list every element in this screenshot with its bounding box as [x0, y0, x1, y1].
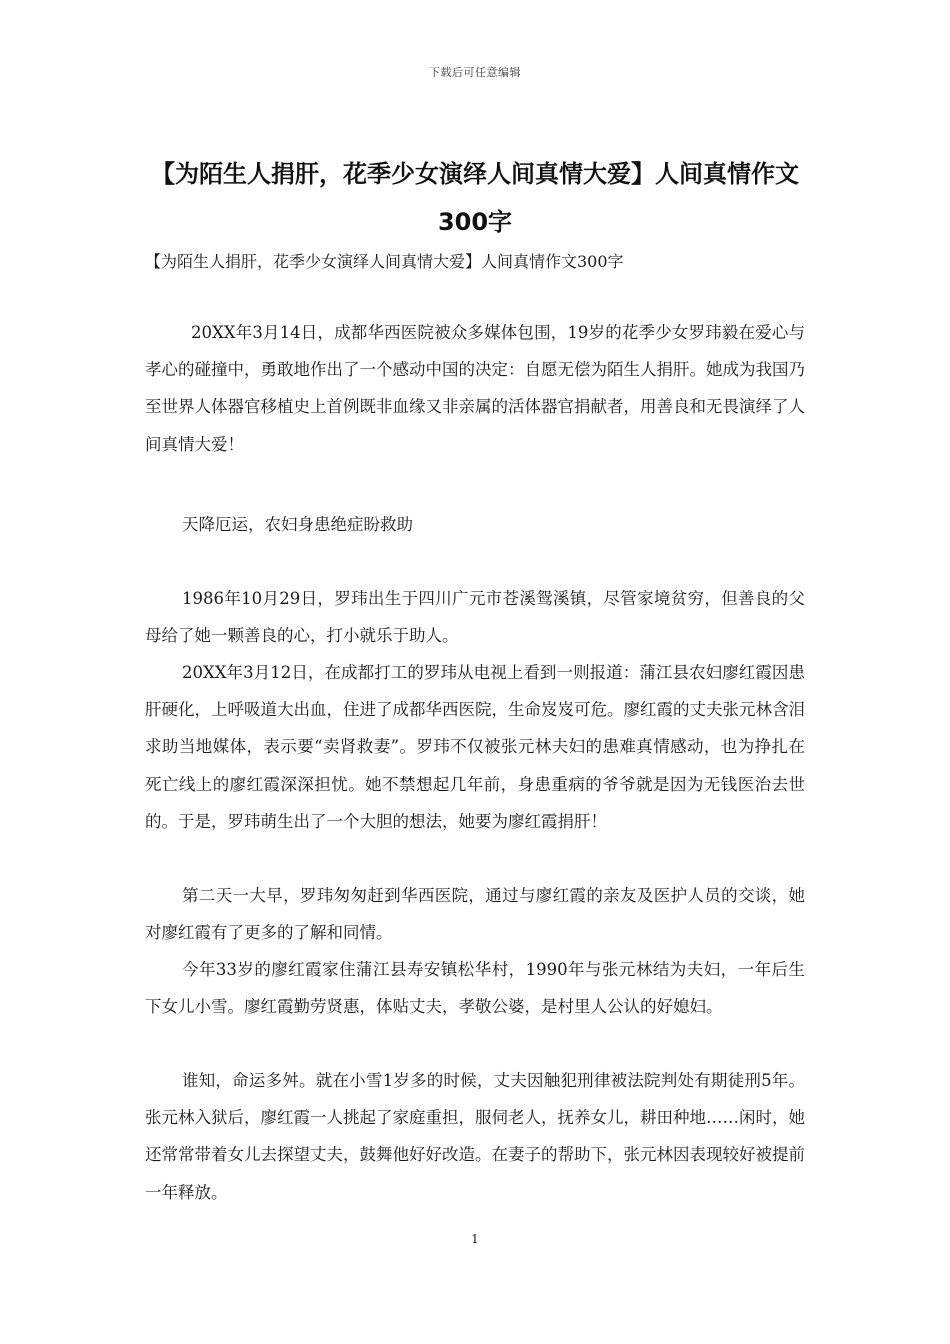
paragraph-2: 1986年10月29日，罗玮出生于四川广元市苍溪鸳溪镇，尽管家境贫穷，但善良的父母给了她一颗善良的心，打小就乐于助人。 [145, 589, 805, 646]
page-number: 1 [471, 1232, 479, 1246]
document-subtitle: 【为陌生人捐肝，花季少女演绎人间真情大爱】人间真情作文300字 [145, 252, 624, 271]
header-note: 下载后可任意编辑 [429, 66, 521, 79]
paragraph-5: 今年33岁的廖红霞家住蒲江县寿安镇松华村，1990年与张元林结为夫妇，一年后生下女儿小雪。廖红霞勤劳贤惠，体贴丈夫，孝敬公婆，是村里人公认的好媳妇。 [145, 960, 805, 1017]
paragraph-6: 谁知，命运多舛。就在小雪1岁多的时候，丈夫因触犯刑律被法院判处有期徒刑5年。张元林入狱后，廖红霞一人挑起了家庭重担，服伺老人，抚养女儿，耕田种地……闲时，她还常常带着女儿去探望丈夫，鼓舞他好好改造。在妻子的帮助下，张元林因表现较好被提前一年释放。 [145, 1071, 805, 1202]
document-title: 【为陌生人捐肝，花季少女演绎人间真情大爱】人间真情作文300字 [151, 160, 799, 236]
paragraph-4: 第二天一大早，罗玮匆匆赶到华西医院，通过与廖红霞的亲友及医护人员的交谈，她对廖红霞有了更多的了解和同情。 [145, 886, 805, 943]
paragraph-1: 20XX年3月14日，成都华西医院被众多媒体包围，19岁的花季少女罗玮毅在爱心与孝心的碰撞中，勇敢地作出了一个感动中国的决定：自愿无偿为陌生人捐肝。她成为我国乃至世界人体器官移植史上首例既非血缘又非亲属的活体器官捐献者，用善良和无畏演绎了人间真情大爱！ [145, 323, 805, 454]
section-heading: 天降厄运，农妇身患绝症盼救助 [182, 515, 413, 534]
paragraph-3: 20XX年3月12日，在成都打工的罗玮从电视上看到一则报道：蒲江县农妇廖红霞因患肝硬化，上呼吸道大出血，住进了成都华西医院，生命岌岌可危。廖红霞的丈夫张元林含泪求助当地媒体，表示要“卖肾救妻”。罗玮不仅被张元林夫妇的患难真情感动，也为挣扎在死亡线上的廖红霞深深担忧。她不禁想起几年前，身患重病的爷爷就是因为无钱医治去世的。于是，罗玮萌生出了一个大胆的想法，她要为廖红霞捐肝！ [145, 663, 805, 831]
